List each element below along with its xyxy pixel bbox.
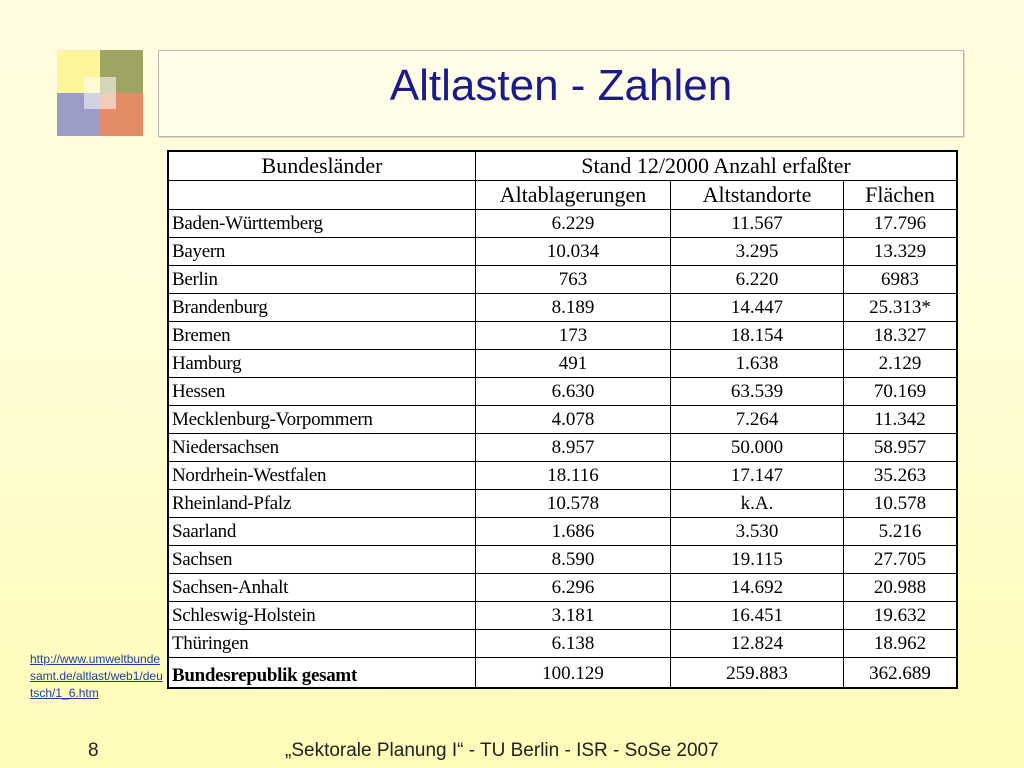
flaechen-cell: 18.962 (844, 630, 958, 658)
table-row (168, 238, 957, 266)
altstandorte-cell: 3.530 (671, 518, 844, 546)
altablagerungen-cell: 8.590 (476, 546, 671, 574)
altablagerungen-cell: 10.578 (476, 490, 671, 518)
altstandorte-cell: 17.147 (671, 462, 844, 490)
state-name-cell: Thüringen (168, 630, 476, 658)
total-row (168, 658, 957, 689)
header-flaechen: Flächen (844, 181, 958, 210)
altablagerungen-cell: 3.181 (476, 602, 671, 630)
altstandorte-cell: 50.000 (671, 434, 844, 462)
altstandorte-cell: 3.295 (671, 238, 844, 266)
altablagerungen-cell: 8.189 (476, 294, 671, 322)
flaechen-cell: 18.327 (844, 322, 958, 350)
table-row (168, 294, 957, 322)
altablagerungen-cell: 6.630 (476, 378, 671, 406)
state-name-cell: Brandenburg (168, 294, 476, 322)
state-name-cell: Schleswig-Holstein (168, 602, 476, 630)
state-name-cell: Mecklenburg-Vorpommern (168, 406, 476, 434)
flaechen-cell: 35.263 (844, 462, 958, 490)
header-altstandorte: Altstandorte (671, 181, 844, 210)
header-group: Stand 12/2000 Anzahl erfaßter (476, 151, 958, 181)
table-row (168, 406, 957, 434)
logo-center-square (84, 77, 116, 109)
state-name-cell: Sachsen (168, 546, 476, 574)
state-name-cell: Baden-Württemberg (168, 210, 476, 238)
header-empty (168, 181, 476, 210)
altstandorte-cell: k.A. (671, 490, 844, 518)
altablagerungen-cell: 763 (476, 266, 671, 294)
data-table (167, 150, 958, 689)
table-row (168, 546, 957, 574)
total-label: Bundesrepublik gesamt (172, 665, 357, 686)
total-altablagerungen: 100.129 (476, 658, 671, 689)
altablagerungen-cell: 6.229 (476, 210, 671, 238)
altstandorte-cell: 18.154 (671, 322, 844, 350)
altstandorte-cell: 11.567 (671, 210, 844, 238)
flaechen-cell: 13.329 (844, 238, 958, 266)
flaechen-cell: 2.129 (844, 350, 958, 378)
altstandorte-cell: 12.824 (671, 630, 844, 658)
flaechen-cell: 5.216 (844, 518, 958, 546)
header-bundeslaender: Bundesländer (168, 151, 476, 181)
table-row (168, 210, 957, 238)
table-row (168, 602, 957, 630)
state-name-cell: Rheinland-Pfalz (168, 490, 476, 518)
altstandorte-cell: 14.692 (671, 574, 844, 602)
flaechen-cell: 19.632 (844, 602, 958, 630)
table-row (168, 490, 957, 518)
table-row (168, 462, 957, 490)
flaechen-cell: 27.705 (844, 546, 958, 574)
slide-footer: „Sektorale Planung I“ - TU Berlin - ISR - SoSe 2007 (285, 740, 719, 761)
flaechen-cell: 70.169 (844, 378, 958, 406)
altstandorte-cell: 19.115 (671, 546, 844, 574)
header-altablagerungen: Altablagerungen (476, 181, 671, 210)
altstandorte-cell: 7.264 (671, 406, 844, 434)
table-row (168, 378, 957, 406)
state-name-cell: Hamburg (168, 350, 476, 378)
table-row (168, 518, 957, 546)
flaechen-cell: 11.342 (844, 406, 958, 434)
table-row (168, 434, 957, 462)
total-label-cell (168, 658, 476, 689)
state-name-cell: Saarland (168, 518, 476, 546)
state-name-cell: Berlin (168, 266, 476, 294)
altstandorte-cell: 6.220 (671, 266, 844, 294)
state-name-cell: Nordrhein-Westfalen (168, 462, 476, 490)
altablagerungen-cell: 8.957 (476, 434, 671, 462)
flaechen-cell: 17.796 (844, 210, 958, 238)
state-name-cell: Bremen (168, 322, 476, 350)
altstandorte-cell: 1.638 (671, 350, 844, 378)
flaechen-cell: 58.957 (844, 434, 958, 462)
altablagerungen-cell: 491 (476, 350, 671, 378)
altablagerungen-cell: 1.686 (476, 518, 671, 546)
altablagerungen-cell: 18.116 (476, 462, 671, 490)
table-row (168, 630, 957, 658)
altablagerungen-cell: 173 (476, 322, 671, 350)
flaechen-cell: 25.313* (844, 294, 958, 322)
altablagerungen-cell: 10.034 (476, 238, 671, 266)
altablagerungen-cell: 6.296 (476, 574, 671, 602)
slide-logo (57, 50, 143, 136)
state-name-cell: Sachsen-Anhalt (168, 574, 476, 602)
total-flaechen: 362.689 (844, 658, 958, 689)
state-name-cell: Niedersachsen (168, 434, 476, 462)
altablagerungen-cell: 6.138 (476, 630, 671, 658)
table-row (168, 322, 957, 350)
table-row (168, 266, 957, 294)
flaechen-cell: 20.988 (844, 574, 958, 602)
state-name-cell: Hessen (168, 378, 476, 406)
altablagerungen-cell: 4.078 (476, 406, 671, 434)
altstandorte-cell: 14.447 (671, 294, 844, 322)
altstandorte-cell: 63.539 (671, 378, 844, 406)
slide-number: 8 (88, 740, 99, 761)
flaechen-cell: 6983 (844, 266, 958, 294)
title-box (158, 50, 964, 137)
table-row (168, 350, 957, 378)
slide-title: Altlasten - Zahlen (389, 61, 733, 110)
flaechen-cell: 10.578 (844, 490, 958, 518)
total-altstandorte: 259.883 (671, 658, 844, 689)
table-row (168, 574, 957, 602)
state-name-cell: Bayern (168, 238, 476, 266)
source-link[interactable]: http://www.umweltbundesamt.de/altlast/web1/deutsch/1_6.htm (30, 652, 163, 700)
altstandorte-cell: 16.451 (671, 602, 844, 630)
